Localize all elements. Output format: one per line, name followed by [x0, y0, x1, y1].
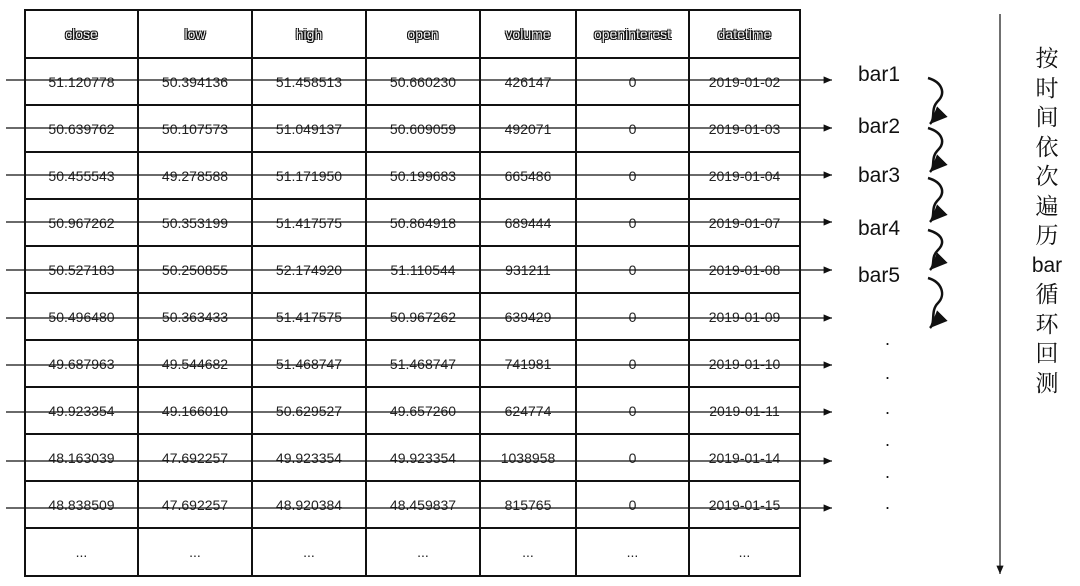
- table-cell-close: [25, 434, 138, 481]
- table-cell-datetime: [689, 246, 800, 293]
- cell-value: 50.660230: [389, 73, 457, 90]
- cell-value: 51.458513: [275, 73, 343, 90]
- cell-value: 931211: [505, 261, 551, 278]
- table-cell-volume: [480, 434, 576, 481]
- side-label-char: 环: [1035, 310, 1059, 337]
- ellipsis-cell: ...: [366, 528, 480, 576]
- table-cell-datetime: [689, 481, 800, 528]
- table-cell-high: [252, 481, 366, 528]
- cell-value: 50.107573: [161, 120, 229, 137]
- table-cell-low: [138, 152, 252, 199]
- cell-value: 50.250855: [161, 261, 229, 278]
- table-cell-low: [138, 387, 252, 434]
- table-cell-high: [252, 387, 366, 434]
- cell-value: 2019-01-04: [708, 167, 781, 184]
- table-cell-volume: [480, 481, 576, 528]
- cell-value: 51.120778: [48, 73, 115, 90]
- continuation-dot: .: [885, 329, 891, 349]
- ellipsis-cell: ...: [689, 528, 800, 576]
- cell-value: 815765: [504, 496, 552, 513]
- col-header-open: open: [366, 10, 480, 58]
- table-cell-volume: [480, 246, 576, 293]
- cell-value: 50.609059: [389, 120, 457, 137]
- col-header-openinterest: openinterest: [576, 10, 689, 58]
- table-cell-volume: [480, 199, 576, 246]
- cell-value: 50.199683: [389, 167, 457, 184]
- cell-value: 689444: [504, 214, 552, 231]
- table-cell-high: [252, 434, 366, 481]
- cell-value: 2019-01-14: [708, 449, 781, 466]
- continuation-dot: .: [885, 462, 891, 482]
- continuation-dot: .: [885, 430, 891, 450]
- table-row: [25, 58, 800, 105]
- cell-value: 624774: [504, 402, 552, 419]
- table-cell-low: [138, 434, 252, 481]
- table-cell-open: [366, 340, 480, 387]
- table-cell-high: [252, 340, 366, 387]
- cell-value: 51.171950: [275, 167, 343, 184]
- ellipsis-cell: ...: [138, 528, 252, 576]
- bar-label-1: bar1: [858, 63, 901, 86]
- cell-value: 50.455543: [48, 167, 115, 184]
- cell-value: 0: [628, 402, 637, 419]
- curly-connector-arrow: [928, 78, 942, 124]
- cell-value: 48.459837: [389, 496, 457, 513]
- cell-value: 50.527183: [48, 261, 115, 278]
- table-cell-openinterest: [576, 387, 689, 434]
- table-cell-close: [25, 246, 138, 293]
- table-cell-volume: [480, 293, 576, 340]
- bar-label-4: bar4: [858, 217, 901, 240]
- cell-value: 665486: [504, 167, 552, 184]
- cell-value: 51.110544: [390, 261, 456, 278]
- cell-value: 0: [628, 167, 637, 184]
- cell-value: 49.923354: [275, 449, 343, 466]
- cell-value: 2019-01-09: [708, 308, 781, 325]
- table-cell-open: [366, 152, 480, 199]
- table-cell-openinterest: [576, 58, 689, 105]
- cell-value: 49.687963: [48, 355, 115, 372]
- cell-value: 49.544682: [161, 355, 229, 372]
- curly-connector-arrow: [928, 128, 942, 172]
- table-cell-open: [366, 199, 480, 246]
- table-cell-openinterest: [576, 152, 689, 199]
- table-row: [25, 105, 800, 152]
- table-cell-openinterest: [576, 246, 689, 293]
- table-cell-datetime: [689, 434, 800, 481]
- cell-value: 2019-01-03: [708, 120, 781, 137]
- ellipsis-row: [25, 528, 800, 576]
- table-cell-volume: [480, 387, 576, 434]
- table-cell-open: [366, 387, 480, 434]
- cell-value: 49.166010: [161, 402, 229, 419]
- table-cell-volume: [480, 152, 576, 199]
- continuation-dot: .: [885, 398, 891, 418]
- side-label-char: 循: [1035, 281, 1059, 307]
- continuation-dot: .: [885, 363, 891, 383]
- table-cell-high: [252, 105, 366, 152]
- table-cell-close: [25, 293, 138, 340]
- curly-connector-arrow: [928, 278, 942, 328]
- table-row: [25, 152, 800, 199]
- table-cell-close: [25, 105, 138, 152]
- table-cell-high: [252, 58, 366, 105]
- cell-value: 2019-01-15: [708, 496, 781, 513]
- table-cell-volume: [480, 340, 576, 387]
- table-cell-openinterest: [576, 293, 689, 340]
- ellipsis-cell: ...: [25, 528, 138, 576]
- cell-value: 0: [628, 355, 637, 372]
- cell-value: 49.278588: [161, 167, 229, 184]
- cell-value: 47.692257: [161, 449, 229, 466]
- col-header-datetime: datetime: [689, 10, 800, 58]
- cell-value: 2019-01-02: [708, 73, 781, 90]
- table-cell-close: [25, 481, 138, 528]
- table-cell-high: [252, 199, 366, 246]
- side-label-char: 间: [1035, 104, 1059, 130]
- cell-value: 2019-01-08: [708, 261, 781, 278]
- side-label-char: bar: [1031, 253, 1063, 277]
- table-cell-datetime: [689, 152, 800, 199]
- table-cell-open: [366, 481, 480, 528]
- table-row: [25, 340, 800, 387]
- side-label-char: 回: [1035, 340, 1059, 366]
- cell-value: 1038958: [500, 449, 556, 466]
- cell-value: 0: [628, 261, 637, 278]
- table-cell-high: [252, 152, 366, 199]
- table-cell-openinterest: [576, 340, 689, 387]
- table-cell-high: [252, 293, 366, 340]
- cell-value: 51.468747: [389, 355, 457, 372]
- cell-value: 50.394136: [161, 73, 229, 90]
- cell-value: 51.049137: [275, 120, 343, 137]
- table-row: [25, 481, 800, 528]
- header-row: [25, 10, 800, 58]
- continuation-dot: .: [885, 493, 891, 513]
- cell-value: 0: [628, 73, 637, 90]
- table-row: [25, 387, 800, 434]
- table-cell-low: [138, 340, 252, 387]
- table-cell-close: [25, 58, 138, 105]
- table-cell-low: [138, 481, 252, 528]
- table-cell-close: [25, 152, 138, 199]
- curly-connector-arrow: [928, 178, 942, 222]
- side-label-char: 测: [1035, 369, 1059, 396]
- cell-value: 51.417575: [275, 308, 343, 325]
- side-label-char: 次: [1035, 163, 1059, 189]
- cell-value: 2019-01-07: [708, 214, 781, 231]
- col-header-low: low: [138, 10, 252, 58]
- cell-value: 50.639762: [48, 120, 115, 137]
- table-row: [25, 199, 800, 246]
- side-label-char: 按: [1035, 45, 1059, 71]
- cell-value: 50.967262: [389, 308, 457, 325]
- table-cell-close: [25, 340, 138, 387]
- cell-value: 50.629527: [275, 402, 343, 419]
- table-cell-close: [25, 387, 138, 434]
- table-cell-open: [366, 434, 480, 481]
- table-cell-open: [366, 246, 480, 293]
- side-label-char: 时: [1035, 74, 1059, 101]
- table-cell-open: [366, 58, 480, 105]
- table-cell-openinterest: [576, 105, 689, 152]
- cell-value: 49.923354: [48, 402, 115, 419]
- curly-connector-arrow: [928, 230, 942, 270]
- table-cell-open: [366, 105, 480, 152]
- cell-value: 49.923354: [389, 449, 457, 466]
- cell-value: 52.174920: [275, 261, 343, 278]
- cell-value: 741981: [504, 355, 552, 372]
- side-label-char: 依: [1035, 133, 1059, 160]
- cell-value: 0: [628, 308, 637, 325]
- table-cell-low: [138, 105, 252, 152]
- cell-value: 50.363433: [161, 308, 229, 325]
- table-cell-datetime: [689, 293, 800, 340]
- data-table: [24, 9, 801, 577]
- bar-label-5: bar5: [858, 264, 901, 287]
- side-label-char: 历: [1035, 222, 1059, 248]
- table-row: [25, 293, 800, 340]
- bar-label-2: bar2: [858, 115, 901, 138]
- cell-value: 47.692257: [161, 496, 229, 513]
- table-cell-low: [138, 58, 252, 105]
- cell-value: 50.496480: [48, 308, 115, 325]
- cell-value: 2019-01-10: [708, 355, 781, 372]
- ellipsis-cell: ...: [252, 528, 366, 576]
- cell-value: 0: [628, 449, 637, 466]
- cell-value: 49.657260: [389, 402, 457, 419]
- col-header-high: high: [252, 10, 366, 58]
- table-cell-datetime: [689, 105, 800, 152]
- table-cell-openinterest: [576, 434, 689, 481]
- table-cell-volume: [480, 105, 576, 152]
- bar-label-3: bar3: [858, 164, 901, 187]
- cell-value: 48.163039: [48, 449, 115, 466]
- table-cell-low: [138, 199, 252, 246]
- table-cell-openinterest: [576, 481, 689, 528]
- col-header-close: close: [25, 10, 138, 58]
- cell-value: 426147: [504, 73, 552, 90]
- table-cell-low: [138, 293, 252, 340]
- ellipsis-cell: ...: [480, 528, 576, 576]
- table-row: [25, 246, 800, 293]
- col-header-volume: volume: [480, 10, 576, 58]
- table-cell-open: [366, 293, 480, 340]
- table-cell-datetime: [689, 199, 800, 246]
- cell-value: 50.967262: [48, 214, 115, 231]
- side-label-char: 遍: [1035, 192, 1059, 219]
- cell-value: 0: [628, 496, 637, 513]
- table-cell-datetime: [689, 58, 800, 105]
- ellipsis-cell: ...: [576, 528, 689, 576]
- table-cell-low: [138, 246, 252, 293]
- table-cell-high: [252, 246, 366, 293]
- cell-value: 2019-01-11: [709, 402, 780, 419]
- cell-value: 48.920384: [275, 496, 343, 513]
- table-row: [25, 434, 800, 481]
- cell-value: 492071: [504, 120, 552, 137]
- cell-value: 0: [628, 120, 637, 137]
- table-cell-volume: [480, 58, 576, 105]
- cell-value: 50.864918: [389, 214, 457, 231]
- side-label-vertical: [1030, 44, 1064, 398]
- cell-value: 639429: [504, 308, 552, 325]
- cell-value: 50.353199: [161, 214, 229, 231]
- cell-value: 48.838509: [48, 496, 115, 513]
- table-cell-datetime: [689, 340, 800, 387]
- cell-value: 0: [628, 214, 637, 231]
- cell-value: 51.468747: [275, 355, 343, 372]
- table-cell-close: [25, 199, 138, 246]
- table-cell-openinterest: [576, 199, 689, 246]
- table-cell-datetime: [689, 387, 800, 434]
- cell-value: 51.417575: [275, 214, 343, 231]
